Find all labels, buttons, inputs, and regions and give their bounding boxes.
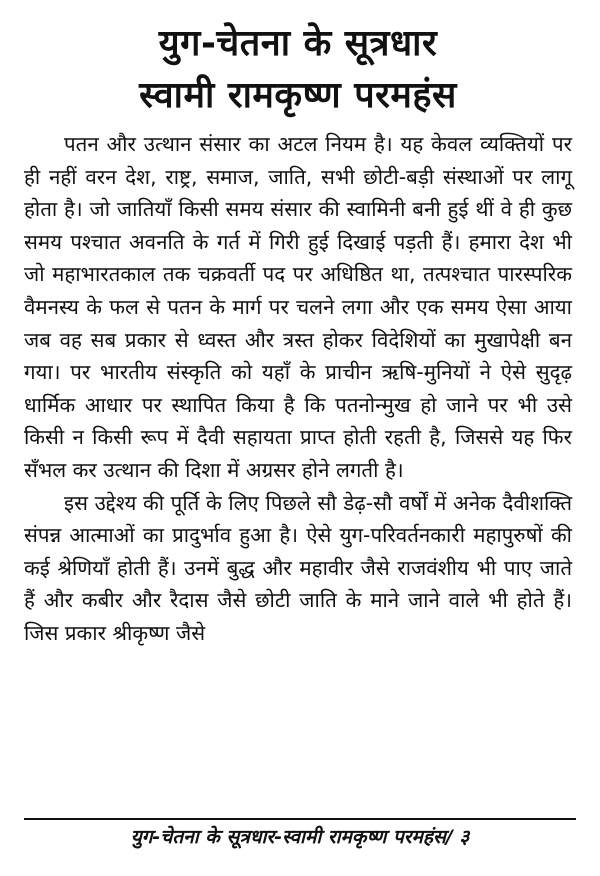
running-footer: युग-चेतना के सूत्रधार-स्वामी रामकृष्ण परमहंस/ ३: [130, 826, 470, 848]
title-line-1: युग-चेतना के सूत्रधार: [158, 23, 438, 64]
page-title: [24, 18, 572, 122]
footer-divider: [24, 818, 576, 820]
body-text: [24, 128, 572, 650]
paragraph-2: इस उद्देश्य की पूर्ति के लिए पिछले सौ डेढ़-सौ वर्षों में अनेक दैवीशक्ति संपन्न आत्माओं का प्रादुर्भाव हुआ है। ऐसे युग-परिवर्तनकारी महापुरुषों की कई श्रेणियाँ होती हैं। उनमें बुद्ध और महावीर जैसे राजवंशीय भी पाए जाते हैं और कबीर और रैदास जैसे छोटी जाति के माने जाने वाले भी होते हैं। जिस प्रकार श्रीकृष्ण जैसे: [24, 490, 572, 645]
title-line-2: स्वामी रामकृष्ण परमहंस: [139, 75, 457, 116]
paragraph-1: पतन और उत्थान संसार का अटल नियम है। यह केवल व्यक्तियों पर ही नहीं वरन देश, राष्ट्र, समाज, जाति, सभी छोटी-बड़ी संस्थाओं पर लागू होता है। जो जातियाँ किसी समय संसार की स्वामिनी बनी हुई थीं वे ही कुछ समय पश्चात अवनति के गर्त में गिरी हुई दिखाई पड़ती हैं। हमारा देश भी जो महाभारतकाल तक चक्रवर्ती पद पर अधिष्ठित था, तत्पश्चात पारस्परिक वैमनस्य के फल से पतन के मार्ग पर चलने लगा और एक समय ऐसा आया जब वह सब प्रकार से ध्वस्त और त्रस्त होकर विदेशियों का मुखापेक्षी बन गया। पर भारतीय संस्कृति को यहाँ के प्राचीन ऋषि-मुनियों ने ऐसे सुदृढ़ धार्मिक आधार पर स्थापित किया है कि पतनोन्मुख हो जाने पर भी उसे किसी न किसी रूप में दैवी सहायता प्राप्त होती रहती है, जिससे यह फिर सँभल कर उत्थान की दिशा में अग्रसर होने लगती है।: [24, 132, 572, 482]
